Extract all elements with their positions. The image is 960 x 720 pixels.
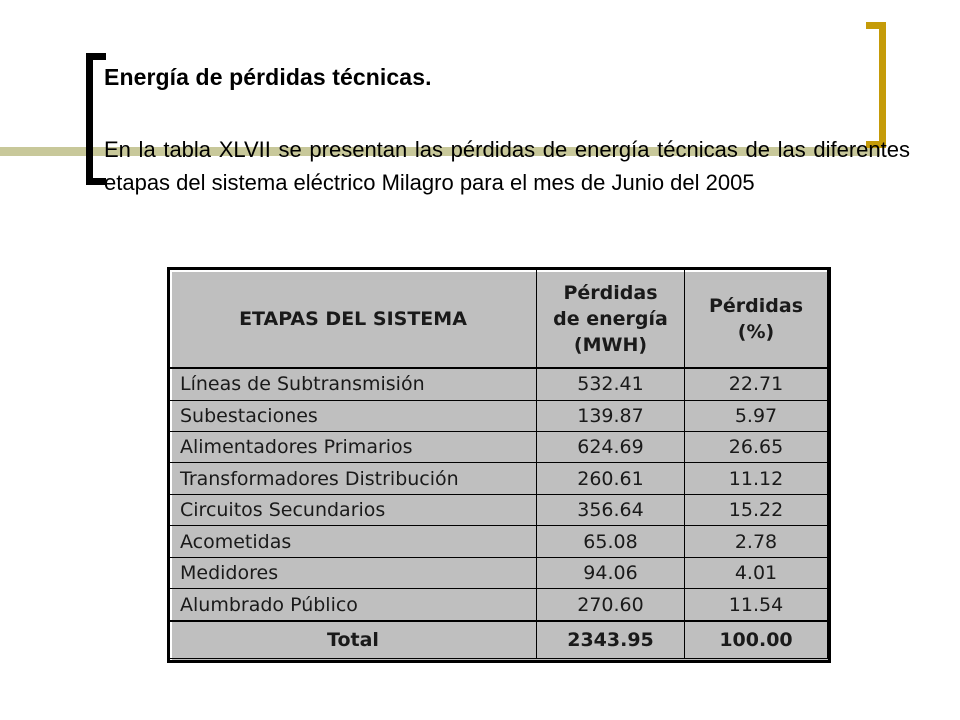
- cell-percent: 11.12: [685, 463, 828, 494]
- total-label: Total: [170, 621, 537, 659]
- table-row: [170, 463, 828, 494]
- table-row: [170, 526, 828, 557]
- table-row: [170, 557, 828, 588]
- header-energy-line1: Pérdidas: [563, 281, 658, 304]
- table-row: [170, 494, 828, 525]
- cell-stage: Transformadores Distribución: [170, 463, 537, 494]
- cell-stage: Medidores: [170, 557, 537, 588]
- cell-percent: 22.71: [685, 368, 828, 400]
- header-energy-losses: [537, 270, 685, 369]
- cell-stage: Alumbrado Público: [170, 589, 537, 621]
- energy-losses-table: [169, 269, 828, 659]
- table-header-row: [170, 270, 828, 369]
- table-row: [170, 589, 828, 621]
- cell-percent: 4.01: [685, 557, 828, 588]
- cell-percent: 26.65: [685, 431, 828, 462]
- cell-percent: 2.78: [685, 526, 828, 557]
- header-percent-line1: Pérdidas: [708, 294, 804, 317]
- table-row: [170, 431, 828, 462]
- cell-stage: Alimentadores Primarios: [170, 431, 537, 462]
- total-mwh: 2343.95: [537, 621, 685, 659]
- cell-mwh: 139.87: [537, 400, 685, 431]
- left-bracket-decoration: [86, 53, 106, 185]
- table-row: [170, 400, 828, 431]
- header-percent-line2: (%): [737, 320, 775, 343]
- cell-percent: 15.22: [685, 494, 828, 525]
- header-stage-label: ETAPAS DEL SISTEMA: [239, 307, 467, 330]
- cell-mwh: 532.41: [537, 368, 685, 400]
- cell-stage: Circuitos Secundarios: [170, 494, 537, 525]
- cell-mwh: 65.08: [537, 526, 685, 557]
- cell-mwh: 356.64: [537, 494, 685, 525]
- cell-stage: Acometidas: [170, 526, 537, 557]
- cell-mwh: 270.60: [537, 589, 685, 621]
- table-total-row: [170, 621, 828, 659]
- cell-mwh: 94.06: [537, 557, 685, 588]
- cell-stage: Subestaciones: [170, 400, 537, 431]
- right-bracket-decoration: [866, 22, 886, 148]
- cell-percent: 11.54: [685, 589, 828, 621]
- header-energy-line3: (MWH): [573, 333, 648, 356]
- cell-stage: Líneas de Subtransmisión: [170, 368, 537, 400]
- slide-paragraph: En la tabla XLVII se presentan las pérdidas de energía técnicas de las diferentes etapas del sistema eléctrico Milagro para el mes de Junio del 2005: [104, 137, 910, 195]
- cell-percent: 5.97: [685, 400, 828, 431]
- total-percent: 100.00: [685, 621, 828, 659]
- table-row: [170, 368, 828, 400]
- slide-title: Energía de pérdidas técnicas.: [104, 64, 432, 90]
- cell-mwh: 260.61: [537, 463, 685, 494]
- header-percent-losses: [685, 270, 828, 369]
- cell-mwh: 624.69: [537, 431, 685, 462]
- header-stage: [170, 270, 537, 369]
- header-energy-line2: de energía: [553, 307, 668, 330]
